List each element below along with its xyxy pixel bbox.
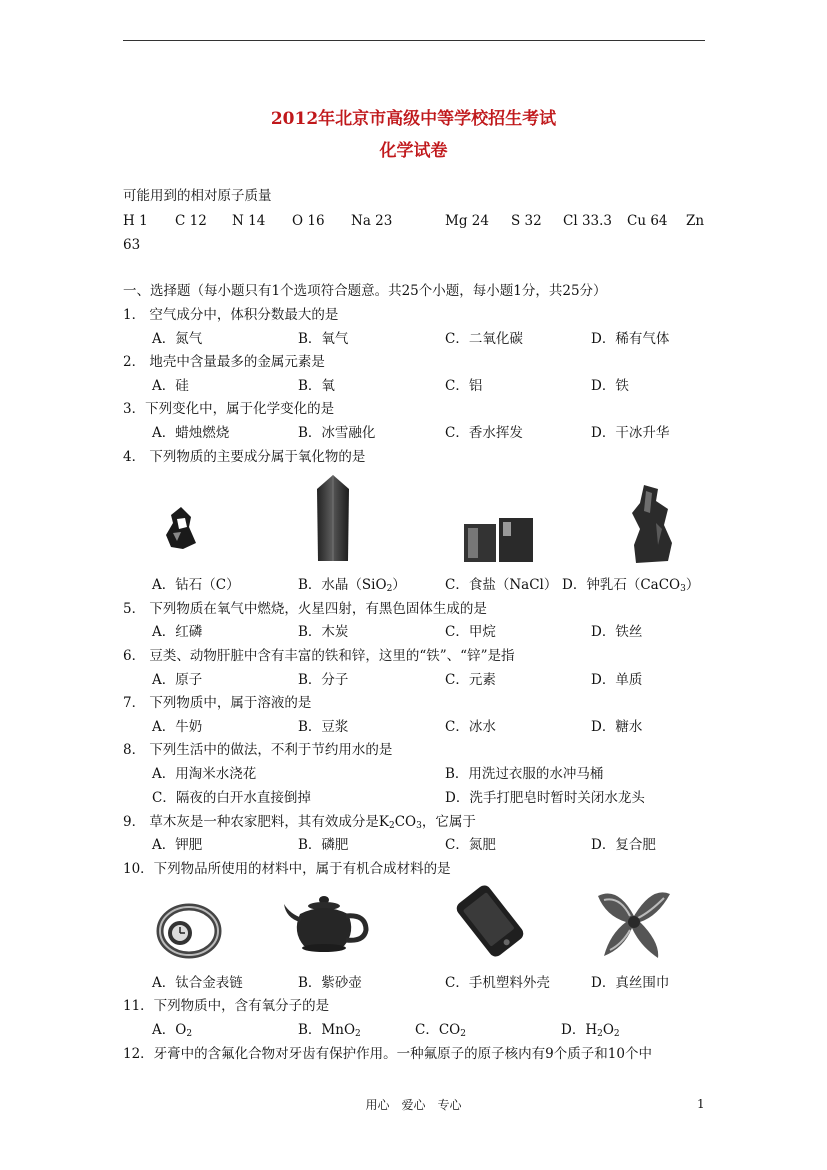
question-stem: 5． 下列物质在氧气中燃烧，火星四射，有黑色固体生成的是 <box>123 601 487 617</box>
option-b: B．MnO$_2$ <box>298 1022 361 1039</box>
option-a: A．钛合金表链 <box>152 975 243 991</box>
diamond-image <box>163 505 199 551</box>
atomic-mass-n: N 14 <box>232 213 266 229</box>
option-a: A．牛奶 <box>152 719 203 735</box>
option-c: C．氮肥 <box>445 837 496 853</box>
question-stem: 3．下列变化中，属于化学变化的是 <box>123 401 335 417</box>
atomic-mass-cu: Cu 64 <box>627 213 668 229</box>
section-heading: 一、选择题（每小题只有1个选项符合题意。共25个小题，每小题1分，共25分） <box>123 283 607 299</box>
atomic-mass-s: S 32 <box>511 213 542 229</box>
option-d: D．洗手打肥皂时暂时关闭水龙头 <box>445 790 645 806</box>
option-c: C．冰水 <box>445 719 496 735</box>
option-b: B．氧气 <box>298 331 349 347</box>
stalactite-image <box>628 483 676 565</box>
option-c: C．甲烷 <box>445 624 496 640</box>
option-d: D．复合肥 <box>591 837 656 853</box>
option-b: B．紫砂壶 <box>298 975 362 991</box>
option-b: B．木炭 <box>298 624 349 640</box>
option-a: A．用淘米水浇花 <box>152 766 257 782</box>
question-stem: 6． 豆类、动物肝脏中含有丰富的铁和锌，这里的“铁”、“锌”是指 <box>123 648 515 664</box>
phone-case-image <box>450 884 530 958</box>
question-stem: 9． 草木灰是一种农家肥料，其有效成分是$K_2CO_3$，它属于 <box>123 814 476 831</box>
option-a: A．氮气 <box>152 331 203 347</box>
option-b: B．冰雪融化 <box>298 425 376 441</box>
option-d: D．真丝围巾 <box>591 975 670 991</box>
atomic-mass-label: 可能用到的相对原子质量 <box>123 188 272 204</box>
option-b: B．豆浆 <box>298 719 349 735</box>
option-a: A．蜡烛燃烧 <box>152 425 230 441</box>
option-d: D．单质 <box>591 672 643 688</box>
option-a: A．原子 <box>152 672 203 688</box>
question-stem: 7． 下列物质中，属于溶液的是 <box>123 695 312 711</box>
option-c: C．手机塑料外壳 <box>445 975 550 991</box>
option-c: C．香水挥发 <box>445 425 523 441</box>
question-stem: 10．下列物品所使用的材料中，属于有机合成材料的是 <box>123 861 451 877</box>
clay-teapot-image <box>282 892 370 958</box>
option-c: C．$CO_2$ <box>415 1022 466 1039</box>
option-b: B．氧 <box>298 378 335 394</box>
option-b: B．用洗过衣服的水冲马桶 <box>445 766 604 782</box>
atomic-mass-h: H 1 <box>123 213 148 229</box>
question-stem: 1． 空气成分中，体积分数最大的是 <box>123 307 339 323</box>
option-b: B．磷肥 <box>298 837 349 853</box>
atomic-mass-zn: Zn <box>686 213 705 229</box>
atomic-mass-c: C 12 <box>175 213 207 229</box>
footer-text: 用心 爱心 专心 <box>365 1098 462 1112</box>
exam-title: 2012年北京市高级中等学校招生考试 <box>270 109 557 129</box>
question-stem: 4． 下列物质的主要成分属于氧化物的是 <box>123 449 366 465</box>
atomic-mass-mg: Mg 24 <box>445 213 489 229</box>
option-a: A．红磷 <box>152 624 203 640</box>
option-d: D．糖水 <box>591 719 643 735</box>
option-a: A．钾肥 <box>152 837 203 853</box>
option-d: D．铁 <box>591 378 629 394</box>
atomic-mass-zn-value: 63 <box>123 237 141 253</box>
option-b: B．分子 <box>298 672 349 688</box>
page-number: 1 <box>697 1097 705 1111</box>
option-d: D．稀有气体 <box>591 331 670 347</box>
option-c: C．隔夜的白开水直接倒掉 <box>152 790 311 806</box>
silk-scarf-image <box>594 886 674 960</box>
question-stem: 11．下列物质中，含有氧分子的是 <box>123 998 330 1014</box>
option-d: D．钟乳石（CaCO$_3$） <box>562 577 700 594</box>
option-c: C．二氧化碳 <box>445 331 523 347</box>
option-d: D．$H_2O_2$ <box>561 1022 620 1039</box>
option-c: C．铝 <box>445 378 483 394</box>
atomic-mass-o: O 16 <box>292 213 325 229</box>
option-d: D．铁丝 <box>591 624 643 640</box>
question-stem: 2． 地壳中含量最多的金属元素是 <box>123 354 325 370</box>
salt-image <box>461 514 536 566</box>
question-stem: 12．牙膏中的含氟化合物对牙齿有保护作用。一种氟原子的原子核内有9个质子和10个中 <box>123 1046 652 1062</box>
option-a: A．钻石（C） <box>152 577 240 593</box>
header-rule <box>123 40 705 41</box>
option-a: A．$O_2$ <box>152 1022 193 1039</box>
exam-subtitle: 化学试卷 <box>379 141 448 161</box>
question-stem: 8． 下列生活中的做法，不利于节约用水的是 <box>123 742 393 758</box>
option-c: C．食盐（NaCl） <box>445 577 558 593</box>
atomic-mass-na: Na 23 <box>351 213 393 229</box>
crystal-image <box>313 473 353 563</box>
atomic-mass-cl: Cl 33.3 <box>563 213 612 229</box>
option-a: A．硅 <box>152 378 189 394</box>
option-c: C．元素 <box>445 672 496 688</box>
option-b: B．水晶（SiO$_2$） <box>298 577 406 594</box>
option-d: D．干冰升华 <box>591 425 670 441</box>
titanium-watch-image <box>156 902 222 960</box>
